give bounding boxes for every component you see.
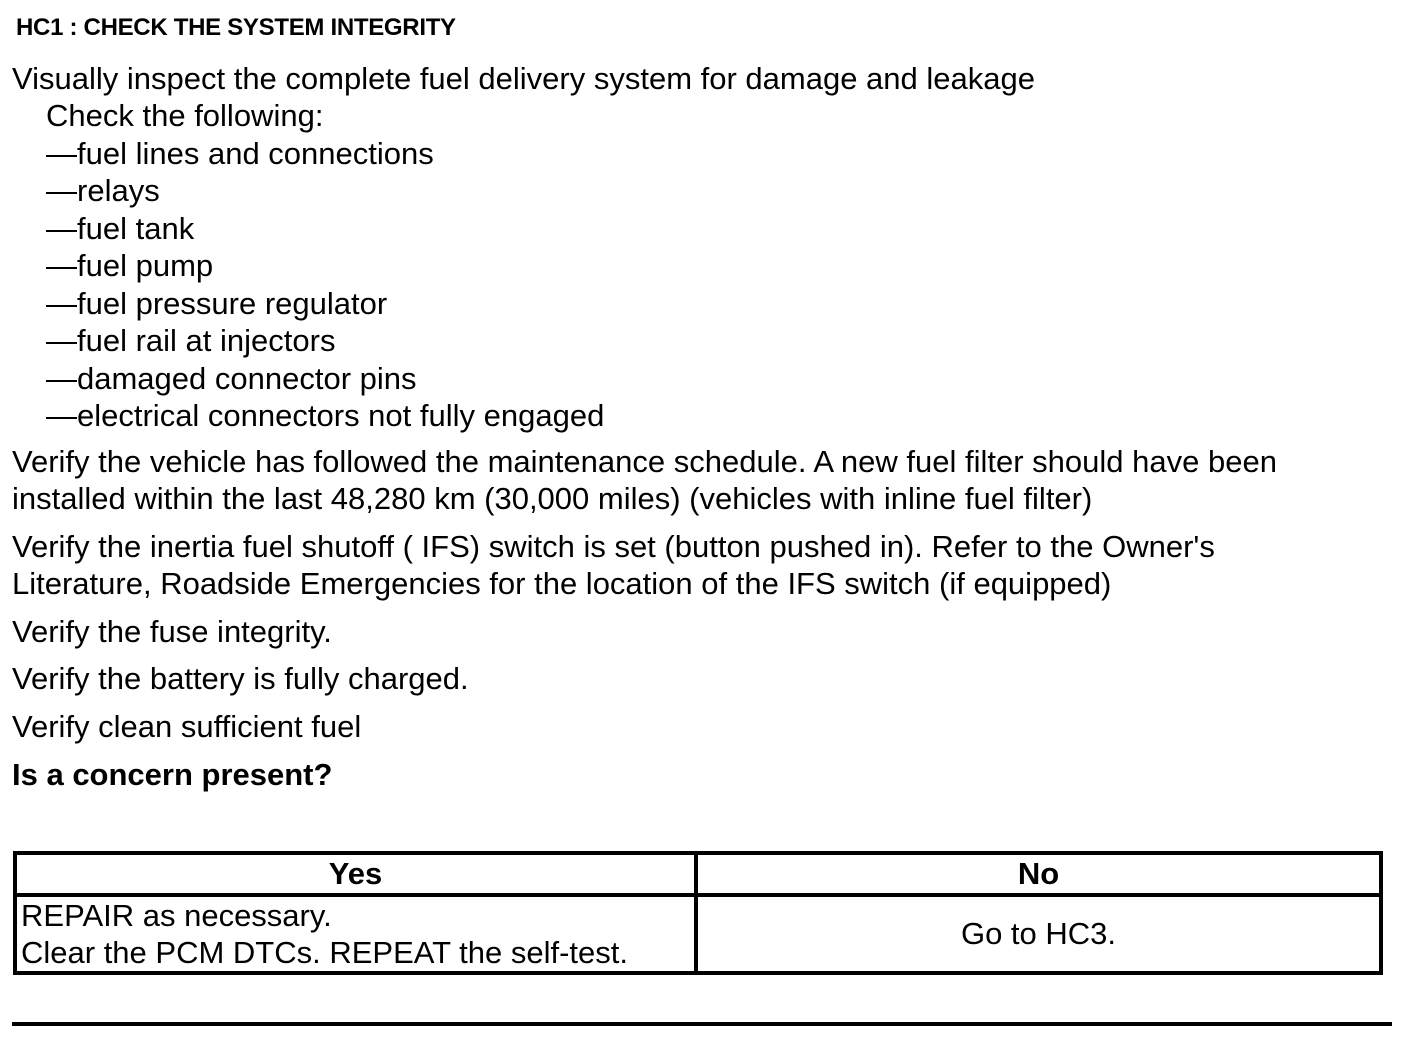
checklist-item: —fuel lines and connections [46, 135, 434, 171]
no-column-header: No [696, 853, 1381, 895]
bottom-divider [12, 1022, 1392, 1026]
table-row [15, 895, 1381, 973]
checklist-item: —fuel pump [46, 248, 214, 283]
concern-question: Is a concern present? [12, 757, 333, 792]
table-header-row [15, 853, 1381, 895]
checklist-item: —electrical connectors not fully engaged [46, 398, 605, 433]
inspection-checklist [46, 97, 604, 435]
yes-column-header: Yes [15, 853, 696, 895]
checklist-item: —fuel pressure regulator [46, 285, 388, 321]
yes-action-cell [15, 895, 696, 973]
yes-action-line: Clear the PCM DTCs. REPEAT the self-test. [21, 935, 628, 970]
no-action-cell: Go to HC3. [696, 895, 1381, 973]
verify-battery-paragraph: Verify the battery is fully charged. [12, 661, 469, 696]
verify-fuse-paragraph: Verify the fuse integrity. [12, 614, 332, 649]
result-table [13, 851, 1383, 975]
check-label: Check the following: [46, 98, 324, 133]
checklist-item: —relays [46, 173, 160, 208]
verify-maintenance-paragraph [12, 443, 1277, 517]
yes-action-line: REPAIR as necessary. [21, 898, 332, 933]
verify-ifs-paragraph [12, 528, 1215, 602]
paragraph-line: Verify the vehicle has followed the maintenance schedule. A new fuel filter should have been [12, 444, 1277, 479]
checklist-item: —fuel tank [46, 210, 195, 246]
paragraph-line: Verify the inertia fuel shutoff ( IFS) switch is set (button pushed in). Refer to the Owner's [12, 529, 1215, 564]
checklist-item: —fuel rail at injectors [46, 323, 336, 358]
section-title: HC1 : CHECK THE SYSTEM INTEGRITY [16, 14, 456, 41]
paragraph-line: Literature, Roadside Emergencies for the location of the IFS switch (if equipped) [12, 566, 1112, 601]
verify-fuel-paragraph: Verify clean sufficient fuel [12, 709, 362, 744]
checklist-item: —damaged connector pins [46, 360, 417, 396]
paragraph-line: installed within the last 48,280 km (30,000 miles) (vehicles with inline fuel filter) [12, 481, 1093, 516]
inspection-intro: Visually inspect the complete fuel delivery system for damage and leakage [12, 61, 1035, 96]
